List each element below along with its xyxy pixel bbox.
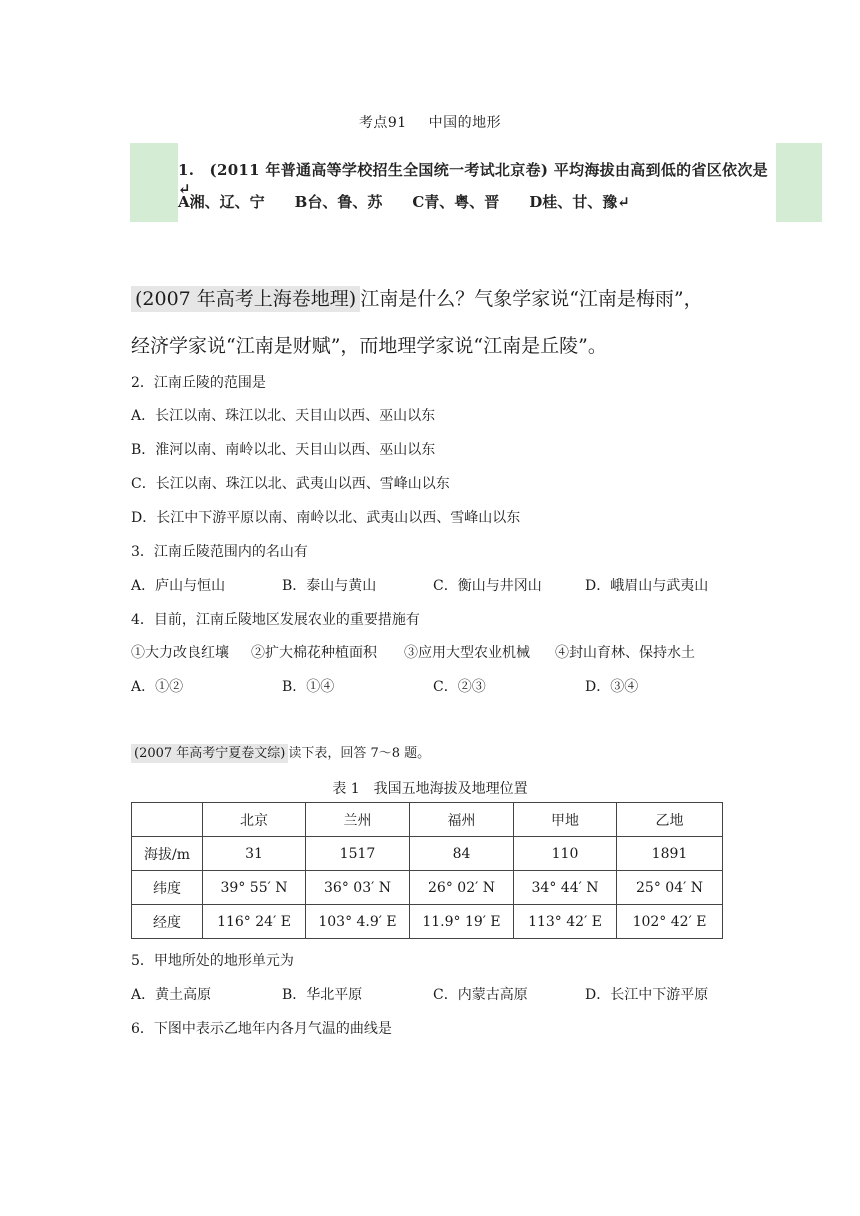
q3-option-a: A．庐山与恒山: [131, 578, 226, 594]
section-2-intro: [131, 742, 430, 761]
table-cell: 11.9° 19′ E: [410, 905, 514, 939]
table-cell: 纬度: [132, 871, 203, 905]
q3-option-d: D．峨眉山与武夷山: [585, 578, 709, 594]
q1-option-a: A湘、辽、宁: [178, 193, 265, 211]
q3-stem: 3．江南丘陵范围内的名山有: [131, 544, 308, 560]
table-row: [132, 837, 723, 871]
table-cell: 103° 4.9′ E: [306, 905, 410, 939]
table-cell: 84: [410, 837, 514, 871]
q4-measure-2: ②扩大棉花种植面积: [251, 645, 377, 661]
table-header-cell: 福州: [410, 803, 514, 837]
q4-option-a: A．①②: [131, 679, 184, 695]
source-tag-shanghai: (2007 年高考上海卷地理): [131, 286, 360, 312]
passage-line-1: [131, 284, 703, 311]
q1-option-b: B台、鲁、苏: [294, 193, 383, 211]
q5-option-a: A．黄土高原: [131, 987, 212, 1003]
q4-measure-4: ④封山育林、保持水土: [555, 645, 695, 661]
table-cell: 34° 44′ N: [514, 871, 617, 905]
question-1-options: [178, 191, 660, 212]
q2-option-d: D．长江中下游平原以南、南岭以北、武夷山以西、雪峰山以东: [131, 510, 521, 526]
table-header-cell: 乙地: [617, 803, 723, 837]
table-header-row: [132, 803, 723, 837]
passage-text-1: 江南是什么？气象学家说“江南是梅雨”，: [360, 288, 703, 310]
table-cell: 经度: [132, 905, 203, 939]
table-header-cell: [132, 803, 203, 837]
q5-stem: 5．甲地所处的地形单元为: [131, 953, 294, 969]
table-cell: 海拔/m: [132, 837, 203, 871]
q4-option-d: D．③④: [585, 679, 639, 695]
section-2-text: 读下表，回答 7～8 题。: [288, 746, 431, 761]
page-title: [0, 112, 860, 132]
source-tag-ningxia: (2007 年高考宁夏卷文综): [131, 744, 288, 763]
q4-measure-3: ③应用大型农业机械: [404, 645, 530, 661]
q5-option-d: D．长江中下游平原: [585, 987, 709, 1003]
q6-stem: 6．下图中表示乙地年内各月气温的曲线是: [131, 1021, 392, 1037]
q4-measure-1: ①大力改良红壤: [131, 645, 229, 661]
table-row: [132, 905, 723, 939]
table-caption: 表 1 我国五地海拔及地理位置: [332, 781, 528, 797]
table-header-cell: 北京: [203, 803, 306, 837]
table-cell: 116° 24′ E: [203, 905, 306, 939]
table-cell: 26° 02′ N: [410, 871, 514, 905]
table-cell: 36° 03′ N: [306, 871, 410, 905]
table-cell: 1891: [617, 837, 723, 871]
title-topic: 中国的地形: [428, 115, 502, 131]
q5-option-b: B．华北平原: [282, 987, 363, 1003]
table-header-cell: 甲地: [514, 803, 617, 837]
question-1-stem: 1. (2011 年普通高等学校招生全国统一考试北京卷) 平均海拔由高到低的省区依次是↵: [178, 161, 768, 198]
q4-option-c: C．②③: [433, 679, 486, 695]
green-band-right: [776, 143, 822, 222]
table-cell: 25° 04′ N: [617, 871, 723, 905]
q3-option-b: B．泰山与黄山: [282, 578, 377, 594]
table-cell: 102° 42′ E: [617, 905, 723, 939]
table-cell: 39° 55′ N: [203, 871, 306, 905]
q5-option-c: C．内蒙古高原: [433, 987, 528, 1003]
q1-option-d: D桂、甘、豫↵: [529, 193, 630, 211]
q4-option-b: B．①④: [282, 679, 335, 695]
q1-option-c: C青、粤、晋: [412, 193, 500, 211]
table-row: [132, 871, 723, 905]
q2-stem: 2．江南丘陵的范围是: [131, 375, 266, 391]
table-cell: 113° 42′ E: [514, 905, 617, 939]
table-cell: 110: [514, 837, 617, 871]
q2-option-a: A．长江以南、珠江以北、天目山以西、巫山以东: [131, 408, 436, 424]
title-label: 考点91: [358, 115, 407, 131]
q4-stem: 4．目前，江南丘陵地区发展农业的重要措施有: [131, 612, 420, 628]
q3-option-c: C．衡山与井冈山: [433, 578, 542, 594]
green-band-left: [130, 143, 178, 222]
table-header-cell: 兰州: [306, 803, 410, 837]
table-cell: 1517: [306, 837, 410, 871]
q2-option-b: B．淮河以南、南岭以北、天目山以西、巫山以东: [131, 442, 436, 458]
q2-option-c: C．长江以南、珠江以北、武夷山以西、雪峰山以东: [131, 476, 450, 492]
passage-line-2: 经济学家说“江南是财赋”，而地理学家说“江南是丘陵”。: [131, 335, 607, 357]
table-cell: 31: [203, 837, 306, 871]
geo-table: [131, 802, 723, 939]
question-1-image: [178, 145, 776, 223]
